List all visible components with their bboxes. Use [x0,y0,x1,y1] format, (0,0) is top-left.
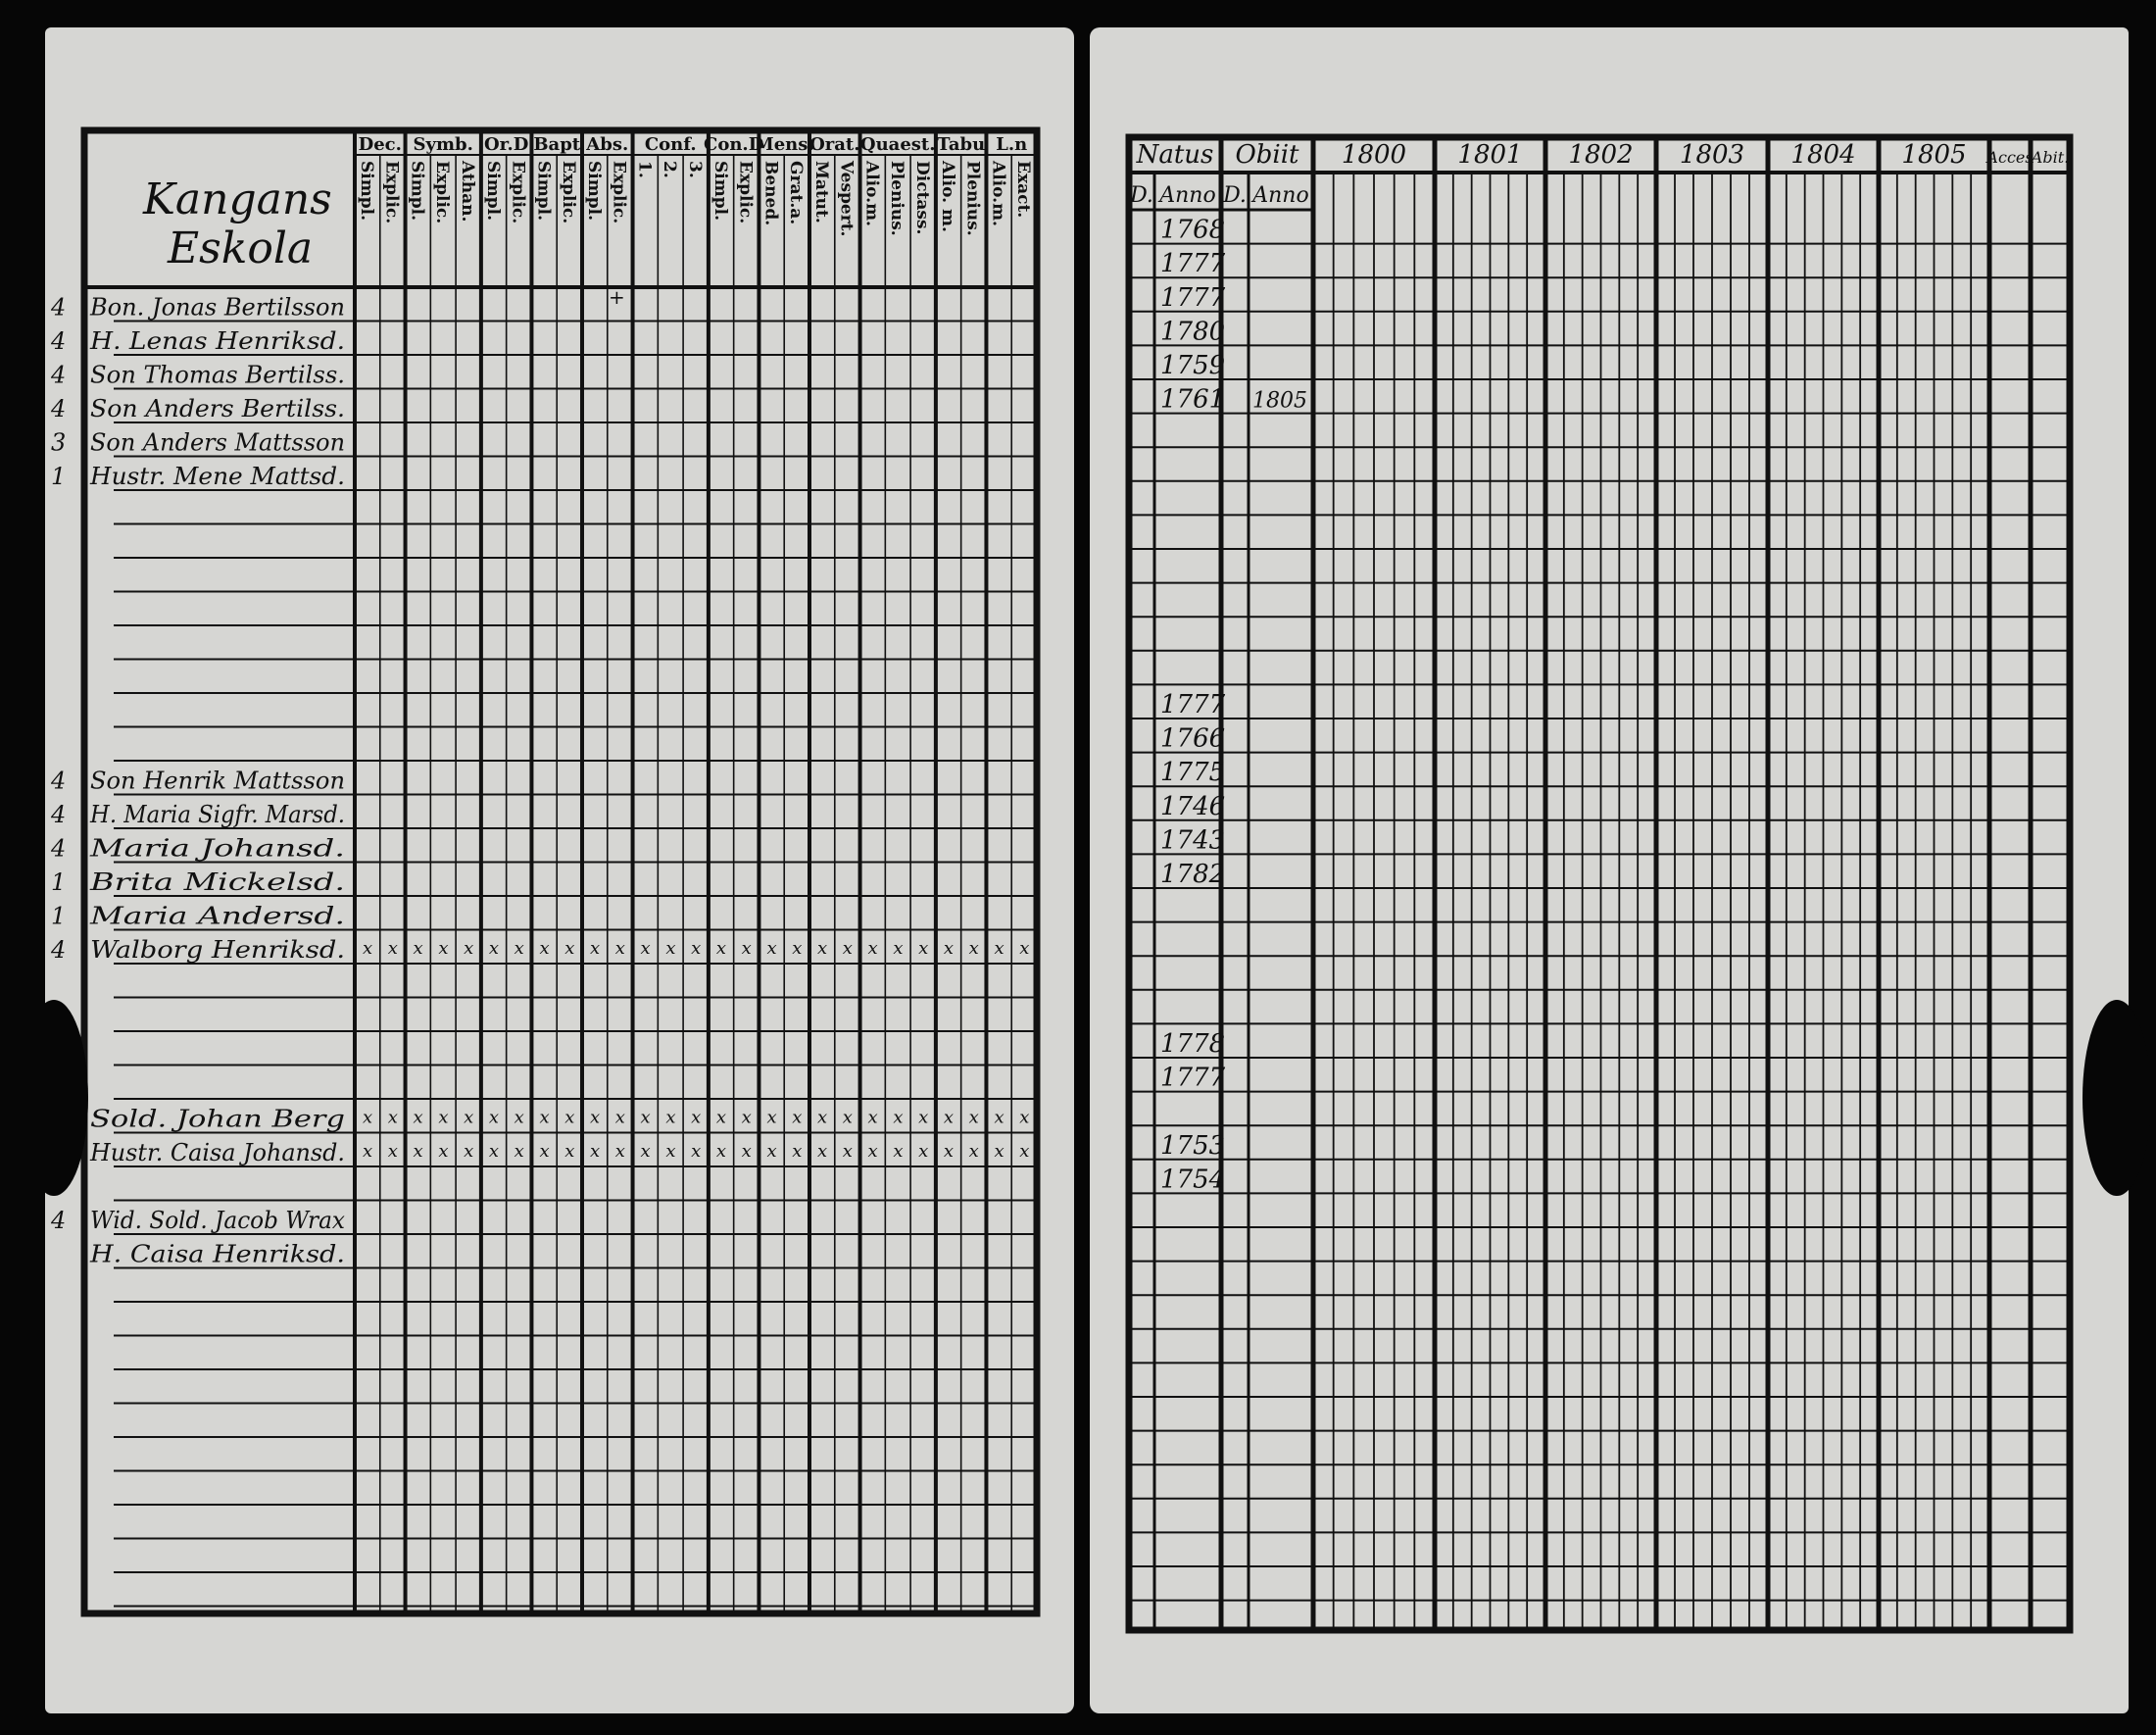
tick-x-mark: x [464,1141,474,1162]
column-subheader: Matut. [810,161,831,223]
tick-x-mark: x [539,938,550,959]
column-subheader: Dictass. [912,161,932,235]
entry-mark: 1 [51,463,67,490]
tick-x-mark: x [867,1141,878,1162]
tick-x-mark: x [614,1107,625,1128]
birth-year: 1780 [1160,317,1226,347]
tick-x-mark: x [968,1141,979,1162]
entry-mark: 4 [51,327,67,355]
column-header: 1804 [1790,140,1856,170]
tick-x-mark: x [766,1107,777,1128]
birth-year: 1761 [1160,384,1226,415]
column-header: 1805 [1901,140,1967,170]
column-subheader: Simpl. [407,161,427,221]
column-group-header: Symb. [413,134,473,155]
tick-x-mark: x [918,938,929,959]
entry-mark: 4 [51,293,67,322]
tick-x-mark: x [413,1107,423,1128]
tick-x-mark: x [539,1141,550,1162]
birth-year: 1777 [1160,1063,1226,1093]
column-subheader: Alio.m. [988,161,1008,226]
column-group-header: Dec. [358,134,402,155]
tick-x-mark: x [438,1141,449,1162]
tick-x-mark: x [968,1107,979,1128]
sub-header: D. [1130,183,1153,208]
column-subheader: Explic. [735,161,756,224]
tick-x-mark: x [665,938,676,959]
column-subheader: Simpl. [533,161,554,221]
tick-x-mark: x [867,938,878,959]
column-subheader: Alio.m. [861,161,882,226]
entry-name: Son Henrik Mattsson [90,767,345,795]
entry-mark: 4 [51,361,67,389]
sub-header: Anno [1159,183,1216,208]
tick-x-mark: x [387,1107,398,1128]
sub-header: D. [1223,183,1247,208]
column-header: Natus [1136,140,1214,170]
entry-mark: 4 [51,801,67,828]
column-subheader: 1. [634,161,655,178]
birth-year: 1753 [1160,1130,1226,1161]
entry-name: Sold. Johan Berg [90,1105,345,1133]
tick-plus-mark: + [609,285,625,309]
tick-x-mark: x [766,938,777,959]
tick-x-mark: x [943,1141,955,1162]
tick-x-mark: x [867,1107,878,1128]
column-subheader: 2. [660,161,680,178]
column-group-header: Bapt [533,134,581,155]
entry-mark: 1 [51,902,67,930]
tick-x-mark: x [968,938,979,959]
tick-x-mark: x [1019,1141,1030,1162]
tick-x-mark: x [817,1141,828,1162]
column-group-header: Conf. [644,134,697,155]
column-header: Acces [1986,148,2034,167]
birth-year: 1754 [1160,1165,1226,1195]
birth-year: 1759 [1160,351,1226,380]
tick-x-mark: x [1019,1107,1030,1128]
tick-x-mark: x [741,1107,752,1128]
entry-name: Maria Johansd. [88,834,346,863]
entry-name: Brita Mickelsd. [88,868,346,896]
tick-x-mark: x [893,1107,904,1128]
column-subheader: 3. [685,161,705,178]
column-group-header: Quaest. [859,134,936,155]
column-header: Abit. [2031,148,2070,167]
tick-x-mark: x [691,1141,702,1162]
tick-x-mark: x [539,1107,550,1128]
tick-x-mark: x [363,1141,373,1162]
entry-mark: 4 [51,767,67,795]
tick-x-mark: x [363,938,373,959]
tick-x-mark: x [715,1141,727,1162]
column-subheader: Grat.a. [786,161,807,225]
tick-x-mark: x [842,1141,853,1162]
tick-x-mark: x [766,1141,777,1162]
tick-x-mark: x [817,938,828,959]
tick-x-mark: x [488,1141,500,1162]
tick-x-mark: x [918,1141,929,1162]
entry-name: H. Lenas Henriksd. [88,327,346,355]
tick-x-mark: x [614,1141,625,1162]
tick-x-mark: x [665,1141,676,1162]
tick-x-mark: x [893,938,904,959]
tick-x-mark: x [792,1141,803,1162]
column-header: 1800 [1341,140,1407,170]
entry-name: Son Thomas Bertilss. [90,361,345,389]
column-subheader: Explic. [508,161,528,224]
entry-name: Maria Andersd. [88,902,346,930]
tick-x-mark: x [640,1107,651,1128]
tick-x-mark: x [413,1141,423,1162]
left-register-page [45,27,1074,1713]
page-title-line: Kangans [143,174,332,224]
left-table [45,27,1074,1713]
birth-year: 1778 [1160,1029,1226,1059]
tick-x-mark: x [614,938,625,959]
tick-x-mark: x [715,938,727,959]
tick-x-mark: x [413,938,423,959]
column-subheader: Vespert. [836,161,857,237]
birth-year: 1746 [1160,791,1226,821]
column-header: 1802 [1568,140,1634,170]
tick-x-mark: x [741,1141,752,1162]
birth-year: 1775 [1160,758,1226,788]
column-subheader: Explic. [432,161,453,224]
tick-x-mark: x [590,938,601,959]
column-group-header: L.n [996,134,1028,155]
tick-x-mark: x [792,1107,803,1128]
column-group-header: Orat. [809,134,860,155]
entry-name: H. Caisa Henriksd. [88,1240,345,1268]
obit-year: 1805 [1252,388,1307,414]
column-subheader: Simpl. [356,161,376,221]
entry-mark: 1 [51,868,67,896]
binding-notch-right [2082,1000,2151,1196]
tick-x-mark: x [564,1141,575,1162]
entry-name: Hustr. Mene Mattsd. [88,463,345,490]
column-subheader: Bened. [760,161,781,226]
tick-x-mark: x [741,938,752,959]
column-group-header: Abs. [586,134,629,155]
sub-header: Anno [1252,183,1309,208]
entry-mark: 4 [51,834,67,863]
entry-name: Hustr. Caisa Johansd. [89,1139,345,1166]
tick-x-mark: x [514,938,524,959]
birth-year: 1768 [1160,215,1226,245]
column-subheader: Simpl. [710,161,730,221]
birth-year: 1777 [1160,690,1226,719]
entry-name: Bon. Jonas Bertilsson [88,293,345,322]
entry-mark: 4 [51,395,67,422]
birth-year: 1777 [1160,249,1226,279]
tick-x-mark: x [994,938,1004,959]
column-header: Obiit [1235,140,1299,170]
tick-x-mark: x [640,938,651,959]
column-subheader: Exact. [1013,161,1034,219]
binding-notch-left [20,1000,88,1196]
column-subheader: Simpl. [583,161,604,221]
tick-x-mark: x [564,1107,575,1128]
tick-x-mark: x [464,938,474,959]
tick-x-mark: x [514,1141,524,1162]
tick-x-mark: x [715,1107,727,1128]
tick-x-mark: x [994,1107,1004,1128]
tick-x-mark: x [464,1107,474,1128]
tick-x-mark: x [438,1107,449,1128]
tick-x-mark: x [893,1141,904,1162]
tick-x-mark: x [640,1141,651,1162]
tick-x-mark: x [1019,938,1030,959]
birth-year: 1766 [1160,723,1226,754]
entry-name: Walborg Henriksd. [90,936,345,964]
column-header: 1803 [1679,140,1745,170]
tick-x-mark: x [363,1107,373,1128]
column-subheader: Explic. [381,161,402,224]
column-subheader: Explic. [559,161,579,224]
column-subheader: Athan. [458,161,477,223]
tick-x-mark: x [387,1141,398,1162]
tick-x-mark: x [564,938,575,959]
column-header: 1801 [1457,140,1523,170]
entry-mark: 4 [51,1207,67,1234]
entry-name: Wid. Sold. Jacob Wrax [90,1207,346,1234]
tick-x-mark: x [488,1107,500,1128]
tick-x-mark: x [994,1141,1004,1162]
column-subheader: Simpl. [482,161,503,221]
tick-x-mark: x [817,1107,828,1128]
right-table [1090,27,2129,1713]
column-group-header: Or.D [483,134,529,155]
tick-x-mark: x [792,938,803,959]
column-group-header: Tabu [937,134,986,155]
birth-year: 1782 [1160,860,1226,889]
column-group-header: Mens. [754,134,814,155]
tick-x-mark: x [842,1107,853,1128]
tick-x-mark: x [590,1107,601,1128]
tick-x-mark: x [514,1107,524,1128]
entry-mark: 4 [51,936,67,964]
tick-x-mark: x [691,938,702,959]
tick-x-mark: x [590,1141,601,1162]
column-subheader: Plenius. [887,161,907,236]
birth-year: 1777 [1160,282,1226,313]
entry-name: Son Anders Bertilss. [90,395,345,422]
right-register-page [1090,27,2129,1713]
column-group-header: Con.D [704,134,764,155]
tick-x-mark: x [943,1107,955,1128]
tick-x-mark: x [842,938,853,959]
entry-mark: 3 [51,428,67,457]
birth-year: 1743 [1160,825,1226,856]
right-table-border [1129,137,2070,1630]
entry-name: H. Maria Sigfr. Marsd. [89,801,345,828]
tick-x-mark: x [918,1107,929,1128]
column-subheader: Explic. [609,161,629,224]
page-title-line: Eskola [168,223,314,273]
tick-x-mark: x [438,938,449,959]
column-subheader: Alio. m. [937,161,957,232]
tick-x-mark: x [943,938,955,959]
tick-x-mark: x [691,1107,702,1128]
tick-x-mark: x [488,938,500,959]
column-subheader: Plenius. [962,161,983,236]
tick-x-mark: x [665,1107,676,1128]
entry-name: Son Anders Mattsson [90,428,345,457]
tick-x-mark: x [387,938,398,959]
